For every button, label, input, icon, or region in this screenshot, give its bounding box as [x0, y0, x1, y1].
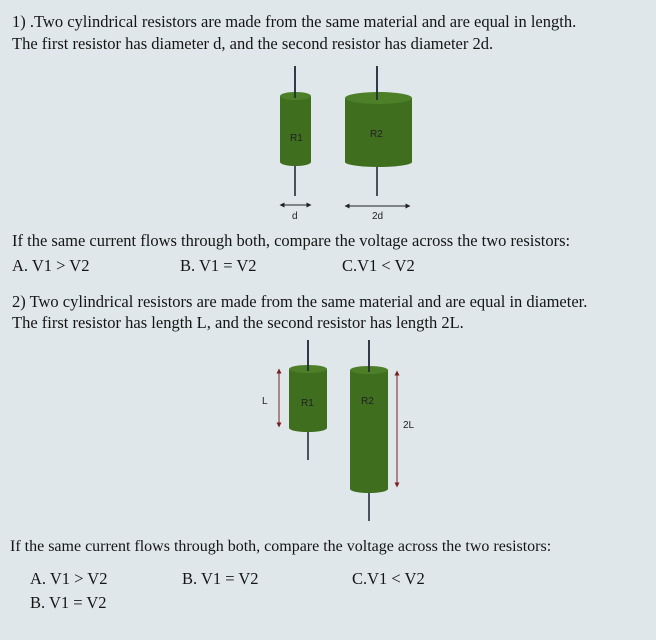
d-label: d: [292, 211, 298, 222]
q1-option-c: C.V1 < V2: [342, 256, 415, 275]
q1-line1: 1) .Two cylindrical resistors are made from the same material and are equal in length.: [12, 12, 577, 31]
fig1-r2: [345, 66, 412, 196]
L-label: L: [262, 396, 268, 407]
q2-option-a: A. V1 > V2: [30, 569, 108, 588]
fig2-r2: [350, 340, 388, 521]
fig1-r1-label: R1: [290, 133, 303, 144]
fig1-r2-label: R2: [370, 129, 383, 140]
2d-label: 2d: [372, 211, 384, 222]
q1-prompt: If the same current flows through both, compare the voltage across the two resistors:: [12, 231, 571, 250]
q2-line2: The first resistor has length L, and the second resistor has length 2L.: [12, 313, 464, 332]
q1-option-b: B. V1 = V2: [180, 256, 257, 275]
fig2-r2-label: R2: [361, 396, 374, 407]
q1-option-a: A. V1 > V2: [12, 256, 90, 275]
q2-option-b: B. V1 = V2: [182, 569, 259, 588]
2L-label: 2L: [403, 420, 415, 431]
q2-option-c: C.V1 < V2: [352, 569, 425, 588]
q1-line2: The first resistor has diameter d, and the second resistor has diameter 2d.: [12, 34, 494, 53]
q2-prompt: If the same current flows through both, compare the voltage across the two resistors:: [10, 538, 552, 555]
q2-option-b-repeat: B. V1 = V2: [30, 593, 107, 612]
fig2-r1-label: R1: [301, 398, 314, 409]
fig1-r1: [280, 66, 311, 196]
q2-line1: 2) Two cylindrical resistors are made from the same material and are equal in diameter.: [12, 292, 588, 311]
fig2-r1: [289, 340, 327, 460]
